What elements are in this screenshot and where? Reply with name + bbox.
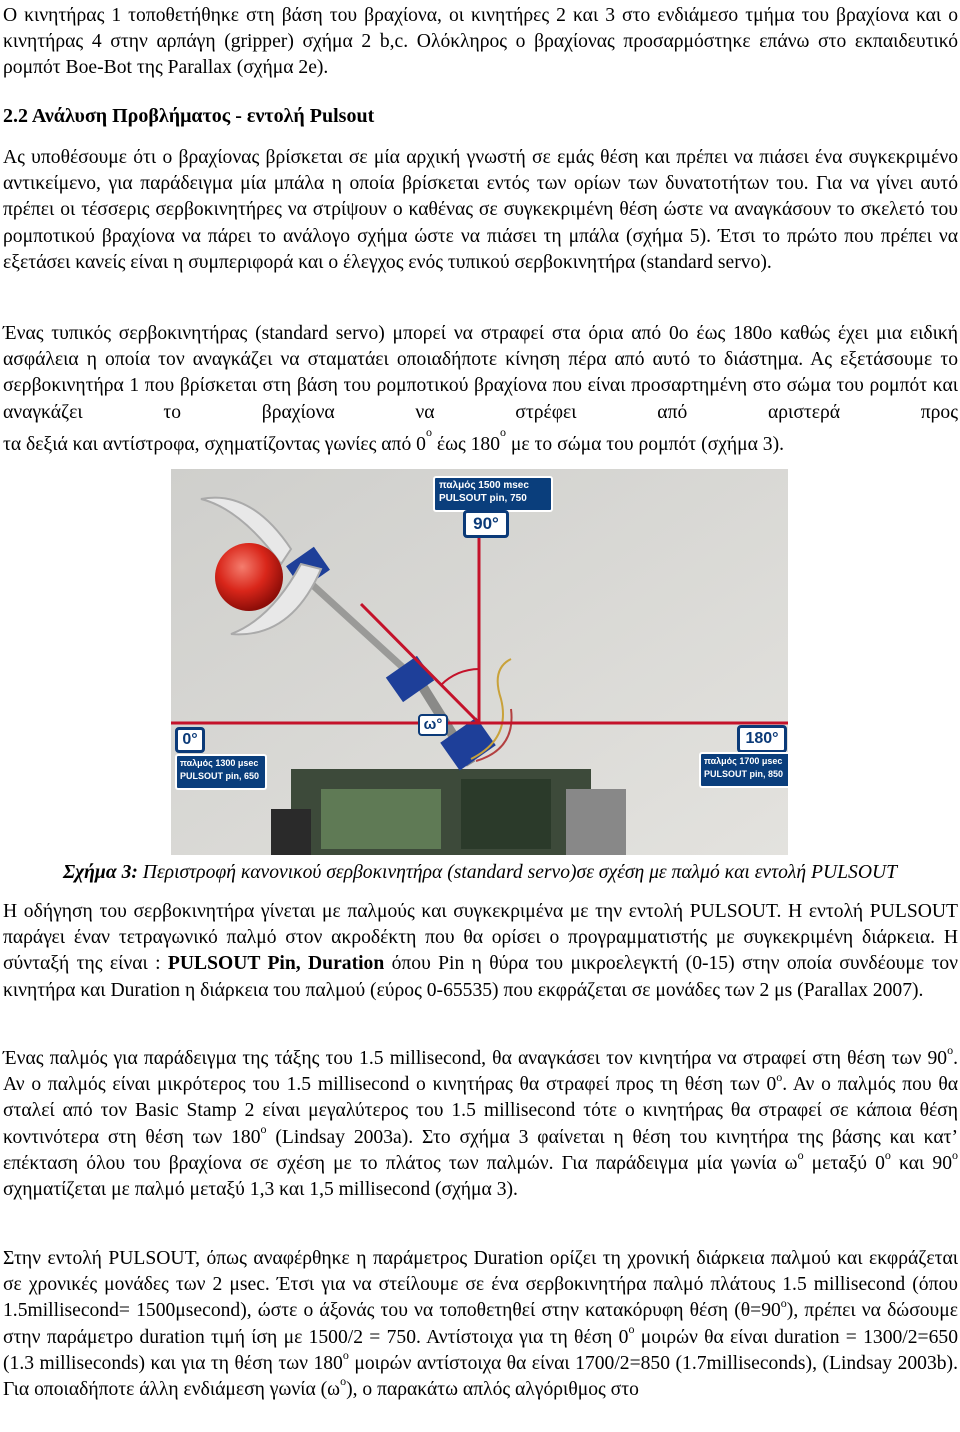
top-pulse-card: παλμός 1500 msec PULSOUT pin, 750 — [433, 476, 553, 512]
deg-180-label: 180° — [737, 725, 787, 753]
left-pulse-card: παλμός 1300 μsec PULSOUT pin, 650 — [175, 754, 267, 790]
paragraph-intro — [3, 3, 958, 82]
paragraph-pulse-example: Ένας παλμός για παράδειγμα της τάξης του 1.5 millisecond, θα αναγκάσει τον κινητήρα να στραφεί στη θέση των $90^o$. Αν ο παλμός είναι μικρότερος του 1.5 millisecond ο κινητήρας θα στραφεί προς τη θέση των $0^o$. Αν ο παλμός που θα σταλεί από τον Basic Stamp 2 είναι μεγαλύτερος του 1.5 millisecond τότε ο κινητήρας θα στραφεί σε κάποια θέση κοντινότερα στη θέση των $180^o$ (Lindsay 2003a). Στο σχήμα 3 φαίνεται η θέση του κινητήρα της βάσης και κατ’ επέκταση όλου του βραχίονα σε σχέση με το πλάτος των παλμών. Για παράδειγμα μία γωνία $\omega^o$ μεταξύ $0^o$ και $90^o$ σχηματίζεται με παλμό μεταξύ 1,3 και 1,5 millisecond (σχήμα 3). — [3, 1043, 959, 1201]
figure-caption-label: Σχήμα 3: — [62, 862, 138, 883]
paragraph-servo-range-end: τα δεξιά και αντίστροφα, σχηματίζοντας γωνίες από $0^o$ έως $180^o$ με το σώμα του ρομπότ (σχήμα 3). — [3, 425, 784, 455]
paragraph-duration: Στην εντολή PULSOUT, όπως αναφέρθηκε η παράμετρος Duration ορίζει τη χρονική διάρκεια παλμού και εκφράζεται σε χρονικές μονάδες των 2 μsec. Έτσι για να στείλουμε σε ένα σερβοκινητήρα παλμό πλάτους 1.5 millisecond (όπου 1.5millisecond= 1500μsecond), ώστε ο άξονάς του να τοποθετηθεί στην κατακόρυφη θέση $(\theta=90^o)$, πρέπει να δώσουμε στην παράμετρο duration τιμή ίση με 1500/2 = 750. Αντίστοιχα για τη θέση $0^o$ μοιρών θα είναι duration = 1300/2=650 (1.3 milliseconds) και για τη θέση των $180^o$ μοιρών αντίστοιχα θα είναι 1700/2=850 (1.7milliseconds), (Lindsay 2003b). Για οποιαδήποτε άλλη ενδιάμεση γωνία $(\omega^o)$, ο παρακάτω απλός αλγόριθμος στο — [3, 1248, 958, 1401]
paragraph-servo-range: Ένας τυπικός σερβοκινητήρας (standard servo) μπορεί να στραφεί στα όρια από 0ο έως 180ο καθώς έχει μια ειδική ασφάλεια η οποία τον αναγκάζει να σταματάει οποιαδήποτε κίνηση πέρα από αυτό το διάστημα. Ας εξετάσουμε το σερβοκινητήρα 1 που βρίσκεται στη βάση του ρομποτικού βραχίονα που είναι προσαρτημένη στο σώμα του ρομπότ και αναγκάζει το βραχίονα να στρέφει από αριστερά προς — [3, 323, 958, 423]
section-title: Ανάλυση Προβλήματος - εντολή Pulsout — [28, 105, 375, 127]
figure-servo-rotation-photo — [171, 469, 788, 855]
figure-caption-text: Περιστροφή κανονικού σερβοκινητήρα (standard servo)σε σχέση με παλμό και εντολή PULSOUT — [137, 862, 898, 883]
paragraph-problem: Ας υποθέσουμε ότι ο βραχίονας βρίσκεται σε μία αρχική γνωστή σε εμάς θέση και πρέπει να πιάσει ένα συγκεκριμένο αντικείμενο, για παράδειγμα μία μπάλα η οποία βρίσκεται εντός των ορίων των δυνατοτήτων του. Για να γίνει αυτό πρέπει οι τέσσερις σερβοκινητήρες να στρίψουν ο καθένας σε συγκεκριμένη θέση ώστε να αναγκάσουν το σκελετό του ρομποτικού βραχίονα να πάρει το ανάλογο σχήμα ώστε να πιάσει τη μπάλα (σχήμα 5). Έτσι το πρώτο που πρέπει να εξετάσει κανείς είναι η συμπεριφορά και ο έλεγχος ενός τυπικού σερβοκινητήρα (standard servo). — [3, 147, 958, 273]
omega-angle-label: ω° — [418, 714, 448, 736]
deg-0-label: 0° — [175, 727, 205, 753]
red-ball — [215, 543, 283, 611]
section-number: 2.2 — [3, 105, 28, 127]
deg-90-label: 90° — [463, 510, 509, 538]
paragraph-intro-text: Ο κινητήρας 1 τοποθετήθηκε στη βάση του βραχίονα, οι κινητήρες 2 και 3 στο ενδιάμεσο τμήμα του βραχίονα και ο κινητήρας 4 στην αρπάγη (gripper) σχήμα 2 b,c. Ολόκληρος ο βραχίονας προσαρμόστηκε επάνω στο εκπαιδευτικό ρομπότ Boe-Bot της Parallax (σχήμα 2e). — [3, 5, 958, 79]
right-pulse-card: παλμός 1700 μsec PULSOUT pin, 850 — [699, 752, 788, 788]
pulsout-syntax: PULSOUT Pin, Duration — [167, 953, 385, 975]
section-heading — [3, 103, 374, 129]
paragraph-pulsout: Η οδήγηση του σερβοκινητήρα γίνεται με παλμούς και συγκεκριμένα με την εντολή PULSOUT. Η εντολή PULSOUT παράγει έναν τετραγωνικό παλμό στον ακροδέκτη που θα ορίσει ο προγραμματιστής με συγκεκριμένη διάρκεια. Η σύνταξή της είναι : PULSOUT Pin, Duration όπου Pin η θύρα του μικροελεγκτή (0-15) στην οποία συνδέουμε τον κινητήρα και Duration η διάρκεια του παλμού (εύρος 0-65535) που εκφράζεται σε μονάδες των 2 μs (Parallax 2007). — [3, 901, 958, 1001]
figure-caption — [0, 860, 960, 886]
